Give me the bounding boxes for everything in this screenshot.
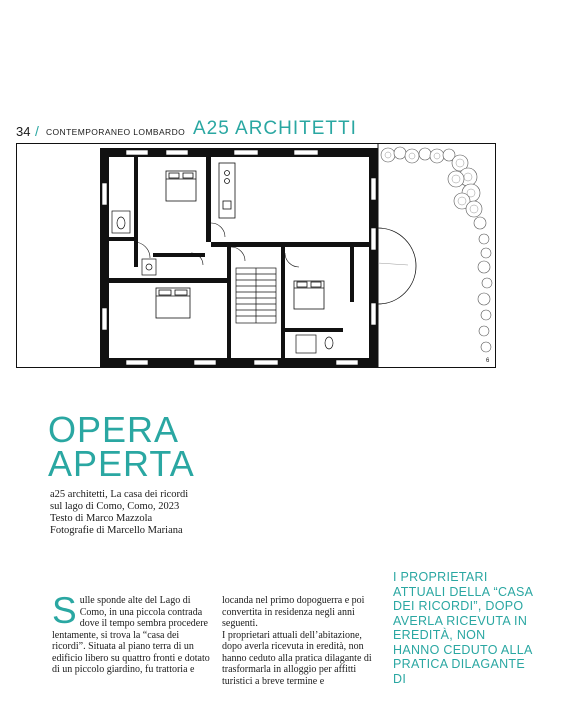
drop-cap: S	[52, 590, 77, 631]
exterior-walls	[100, 148, 378, 367]
page-number: 34	[16, 124, 31, 139]
bed-icon	[166, 171, 196, 201]
header-slash: /	[35, 123, 39, 139]
pull-quote: I PROPRIETARI ATTUALI DELLA “CASA DEI RICORDI”, DOPO AVERLA RICEVUTA IN EREDITÀ, NON HANNO CEDUTO ALLA PRATICA DILAGANTE DI	[393, 570, 533, 686]
interior-walls	[109, 157, 369, 358]
studio-name: A25 ARCHITETTI	[193, 118, 357, 139]
credits-line: sul lago di Como, Como, 2023	[50, 501, 180, 512]
article-title-line: OPERA	[48, 409, 180, 450]
body-text: ulle sponde alte del Lago di Como, in una piccola contrada dove il tempo sembra procedere lentamente, si trova la “casa dei ricordi”. Situata al piano terra di un edificio libero su quattro fronti e dotato di un piccolo giardino, fu trattoria e	[52, 595, 210, 675]
floor-plan	[16, 143, 496, 368]
garden	[378, 147, 492, 352]
body-paragraph: locanda nel primo dopoguerra e poi convertita in residenza negli anni seguenti.	[222, 595, 365, 629]
credits-line: a25 architetti, La casa dei ricordi	[50, 489, 189, 500]
credits-line: Testo di Marco Mazzola	[50, 513, 153, 524]
plan-frame	[17, 144, 496, 368]
body-paragraph	[52, 590, 210, 676]
credits-line: Fotografie di Marcello Mariana	[50, 525, 183, 536]
kitchen-counter	[219, 163, 235, 218]
bed-icon	[294, 281, 324, 309]
bed-icon	[156, 288, 190, 318]
article-credits	[50, 489, 200, 537]
body-paragraph: I proprietari attuali dell’abitazione, dopo averla ricevuta in eredità, non hanno ceduto alla pratica dilagante di trasformarla in alloggio per affitti turistici a breve termine e	[222, 629, 372, 687]
article-title-line: APERTA	[48, 443, 195, 484]
staircase	[236, 268, 276, 323]
window-openings	[102, 150, 376, 365]
body-column-1	[52, 590, 210, 676]
figure-number: 6	[486, 358, 490, 364]
section-label: CONTEMPORANEO LOMBARDO	[46, 127, 186, 137]
article-title	[48, 409, 195, 484]
body-column-2	[222, 595, 380, 687]
